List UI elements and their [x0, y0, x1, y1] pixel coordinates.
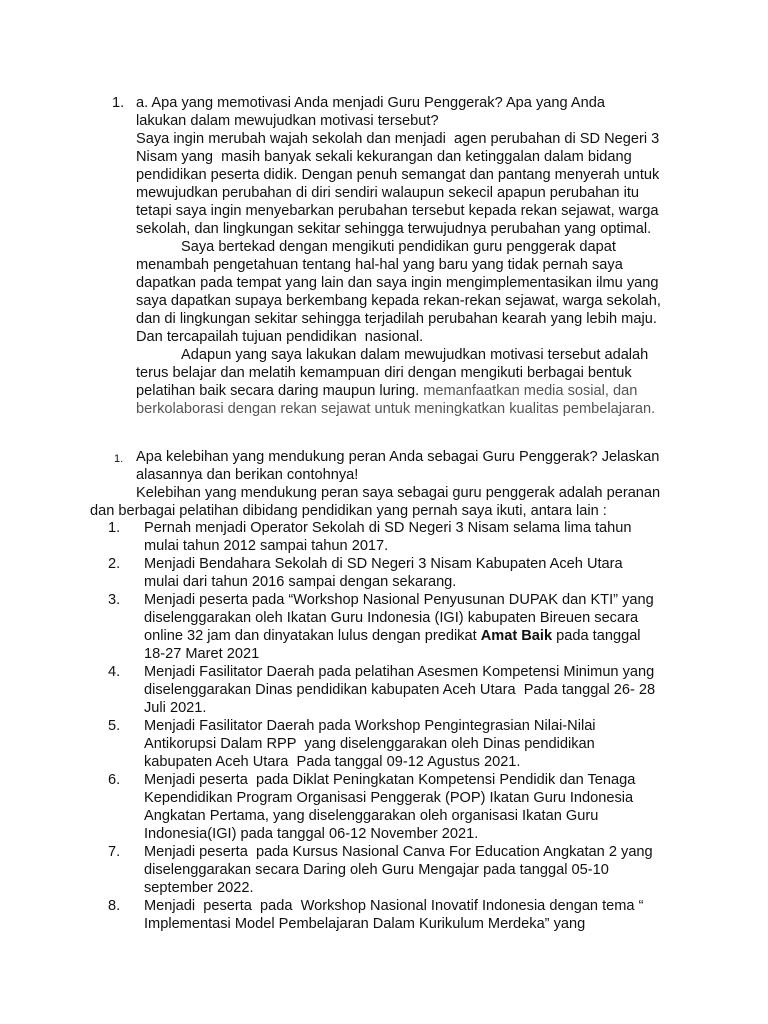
answer-text: saya dapatkan supaya berkembang kepada rekan-rekan sejawat, warga sekolah, [136, 293, 661, 309]
list-item-text-segment: online 32 jam dan dinyatakan lulus dengan predikat [144, 628, 481, 644]
list-item-text: kabupaten Aceh Utara Pada tanggal 09-12 Agustus 2021. [144, 754, 521, 770]
answer-text: dan berbagai pelatihan dibidang pendidikan yang pernah saya ikuti, antara lain : [90, 503, 607, 519]
question-text: lakukan dalam mewujudkan motivasi tersebut? [136, 113, 439, 129]
list-item-text-segment: pada tanggal [552, 628, 641, 644]
list-item-number: 8. [108, 898, 121, 914]
list-item-text: diselenggarakan oleh Ikatan Guru Indonesia (IGI) kabupaten Bireuen secara [144, 610, 639, 626]
list-item-text: Indonesia(IGI) pada tanggal 06-12 November 2021. [144, 826, 479, 842]
list-item-text: Pernah menjadi Operator Sekolah di SD Negeri 3 Nisam selama lima tahun [144, 520, 632, 536]
list-item-text: september 2022. [144, 880, 254, 896]
list-item-text: Menjadi peserta pada Kursus Nasional Canva For Education Angkatan 2 yang [144, 844, 653, 860]
list-item-number: 2. [108, 556, 121, 572]
question-number: 1. [114, 453, 124, 465]
list-item-text: mulai dari tahun 2016 sampai dengan sekarang. [144, 574, 457, 590]
question-text: a. Apa yang memotivasi Anda menjadi Guru Penggerak? Apa yang Anda [136, 95, 605, 111]
list-item-text: diselenggarakan secara Daring oleh Guru Mengajar pada tanggal 05-10 [144, 862, 609, 878]
answer-text: Nisam yang masih banyak sekali kekurangan dan ketinggalan dalam bidang [136, 149, 632, 165]
list-item-text: diselenggarakan Dinas pendidikan kabupaten Aceh Utara Pada tanggal 26- 28 [144, 682, 656, 698]
answer-text: terus belajar dan melatih kemampuan diri dengan mengikuti berbagai bentuk [136, 365, 632, 381]
answer-text: menambah pengetahuan tentang hal-hal yang baru yang tidak pernah saya [136, 257, 623, 273]
list-item-text: mulai tahun 2012 sampai tahun 2017. [144, 538, 389, 554]
answer-text: pendidikan peserta didik. Dengan penuh semangat dan pantang menyerah untuk [136, 167, 660, 183]
list-item-number: 6. [108, 772, 121, 788]
answer-text: Saya bertekad dengan mengikuti pendidikan guru penggerak dapat [181, 239, 616, 255]
answer-text: Adapun yang saya lakukan dalam mewujudkan motivasi tersebut adalah [181, 347, 649, 363]
answer-text: berkolaborasi dengan rekan sejawat untuk meningkatkan kualitas pembelajaran. [136, 401, 656, 417]
list-item-text: Kependidikan Program Organisasi Penggerak (POP) Ikatan Guru Indonesia [144, 790, 634, 806]
answer-text: Kelebihan yang mendukung peran saya sebagai guru penggerak adalah peranan [136, 485, 661, 501]
list-item-text: Menjadi Fasilitator Daerah pada pelatihan Asesmen Kompetensi Minimun yang [144, 664, 655, 680]
answer-text: dapatkan pada tempat yang lain dan saya ingin mengimplementasikan ilmu yang [136, 275, 659, 291]
answer-text: sekolah, dan lingkungan sekitar sehingga terwujudnya perubahan yang optimal. [136, 221, 652, 237]
list-item-text: Implementasi Model Pembelajaran Dalam Kurikulum Merdeka” yang [144, 916, 586, 932]
list-item-text: Menjadi Bendahara Sekolah di SD Negeri 3 Nisam Kabupaten Aceh Utara [144, 556, 623, 572]
list-item-number: 1. [108, 520, 121, 536]
list-item-text: Menjadi peserta pada Workshop Nasional Inovatif Indonesia dengan tema “ [144, 898, 644, 914]
question-text: Apa kelebihan yang mendukung peran Anda sebagai Guru Penggerak? Jelaskan [136, 449, 660, 465]
answer-text: Saya ingin merubah wajah sekolah dan menjadi agen perubahan di SD Negeri 3 [136, 131, 660, 147]
list-item-number: 5. [108, 718, 121, 734]
list-item-text: Menjadi peserta pada “Workshop Nasional Penyusunan DUPAK dan KTI” yang [144, 592, 654, 608]
list-item-text: Antikorupsi Dalam RPP yang diselenggarakan oleh Dinas pendidikan [144, 736, 595, 752]
list-item-number: 4. [108, 664, 121, 680]
answer-text: tetapi saya ingin menyebarkan perubahan tersebut kepada rekan sejawat, warga [136, 203, 659, 219]
list-item-text: Menjadi peserta pada Diklat Peningkatan Kompetensi Pendidik dan Tenaga [144, 772, 636, 788]
list-item-text: 18-27 Maret 2021 [144, 646, 260, 662]
answer-text-segment: memanfaatkan media sosial, dan [423, 383, 638, 399]
list-item-text: Juli 2021. [144, 700, 207, 716]
question-text: alasannya dan berikan contohnya! [136, 467, 359, 483]
answer-text-segment: pelatihan baik secara daring maupun luring. [136, 383, 424, 399]
list-item-number: 7. [108, 844, 121, 860]
answer-text: mewujudkan perubahan di diri sendiri walaupun sekecil apapun perubahan itu [136, 185, 640, 201]
question-number: 1. [112, 95, 125, 111]
list-item-number: 3. [108, 592, 121, 608]
answer-text: Dan tercapailah tujuan pendidikan nasional. [136, 329, 424, 345]
list-item-text: Menjadi Fasilitator Daerah pada Workshop Pengintegrasian Nilai-Nilai [144, 718, 596, 734]
list-item-text [144, 627, 641, 645]
answer-text: dan di lingkungan sekitar sehingga terjadilah perubahan kearah yang lebih maju. [136, 311, 657, 327]
answer-text [136, 382, 637, 400]
list-item-text: Angkatan Pertama, yang diselenggarakan oleh organisasi Ikatan Guru [144, 808, 599, 824]
predicate-bold: Amat Baik [480, 628, 553, 644]
